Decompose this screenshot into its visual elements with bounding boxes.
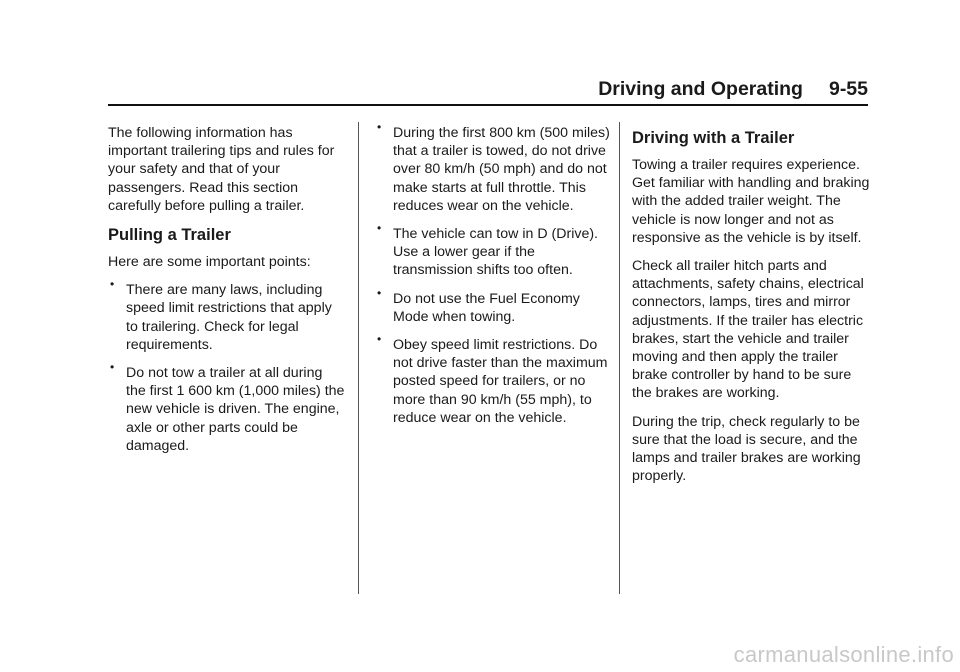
column-2: [375, 120, 611, 437]
list-item-text: Obey speed limit restrictions. Do not drive faster than the maximum posted speed for trailers, or no more than 90 km/h (55 mph), to reduce wear on the vehicle.: [393, 337, 608, 426]
list-item: [375, 332, 611, 427]
list-item-text: Do not tow a trailer at all during the first 1 600 km (1,000 miles) the new vehicle is driven. The engine, axle or other parts could be damaged.: [126, 365, 345, 454]
bullet-list-1: [108, 277, 346, 455]
lead-paragraph: Here are some important points:: [108, 254, 311, 271]
bullet-icon: •: [377, 332, 382, 347]
list-item: [375, 120, 611, 215]
section-heading-driving: Driving with a Trailer: [632, 129, 795, 147]
paragraph: During the trip, check regularly to be sure that the load is secure, and the lamps and trailer brakes are working properly.: [632, 413, 861, 485]
list-item-text: There are many laws, including speed limit restrictions that apply to trailering. Check for legal requirements.: [126, 282, 332, 353]
bullet-icon: •: [110, 277, 115, 292]
list-item: [375, 221, 611, 280]
section-heading-pulling: Pulling a Trailer: [108, 226, 231, 245]
bullet-list-2: [375, 120, 611, 427]
column-1: [108, 124, 346, 465]
paragraph: Towing a trailer requires experience. Get familiar with handling and braking with the added trailer weight. The vehicle is now longer and not as responsive as the vehicle is by itself.: [632, 157, 870, 246]
bullet-icon: •: [377, 221, 382, 236]
column-divider-1: [358, 122, 359, 594]
list-item: [375, 285, 611, 326]
intro-paragraph: The following information has important trailering tips and rules for your safety and that of your passengers. Read this section carefully before pulling a trailer.: [108, 125, 335, 214]
section-title: Driving and Operating: [598, 78, 803, 100]
bullet-icon: •: [377, 285, 382, 300]
paragraph: Check all trailer hitch parts and attachments, safety chains, electrical connectors, lamps, tires and mirror adjustments. If the trailer has electric brakes, start the vehicle and trailer moving and then apply the trailer brake controller by hand to be sure the brakes are working.: [632, 258, 864, 402]
column-3: [632, 128, 872, 495]
list-item-text: Do not use the Fuel Economy Mode when towing.: [393, 290, 580, 325]
page-header: [108, 78, 868, 104]
list-item: [108, 277, 346, 354]
list-item-text: The vehicle can tow in D (Drive). Use a lower gear if the transmission shifts too often.: [393, 226, 598, 279]
watermark: carmanualsonline.info: [733, 642, 954, 667]
bullet-icon: •: [377, 120, 382, 134]
bullet-icon: •: [110, 360, 115, 375]
page-number: 9-55: [828, 78, 868, 100]
list-item: [108, 360, 346, 455]
column-divider-2: [619, 122, 620, 594]
header-rule: [108, 104, 868, 106]
list-item-text: During the first 800 km (500 miles) that a trailer is towed, do not drive over 80 km/h (50 mph) and do not make starts at full throttle. This reduces wear on the vehicle.: [393, 125, 610, 214]
